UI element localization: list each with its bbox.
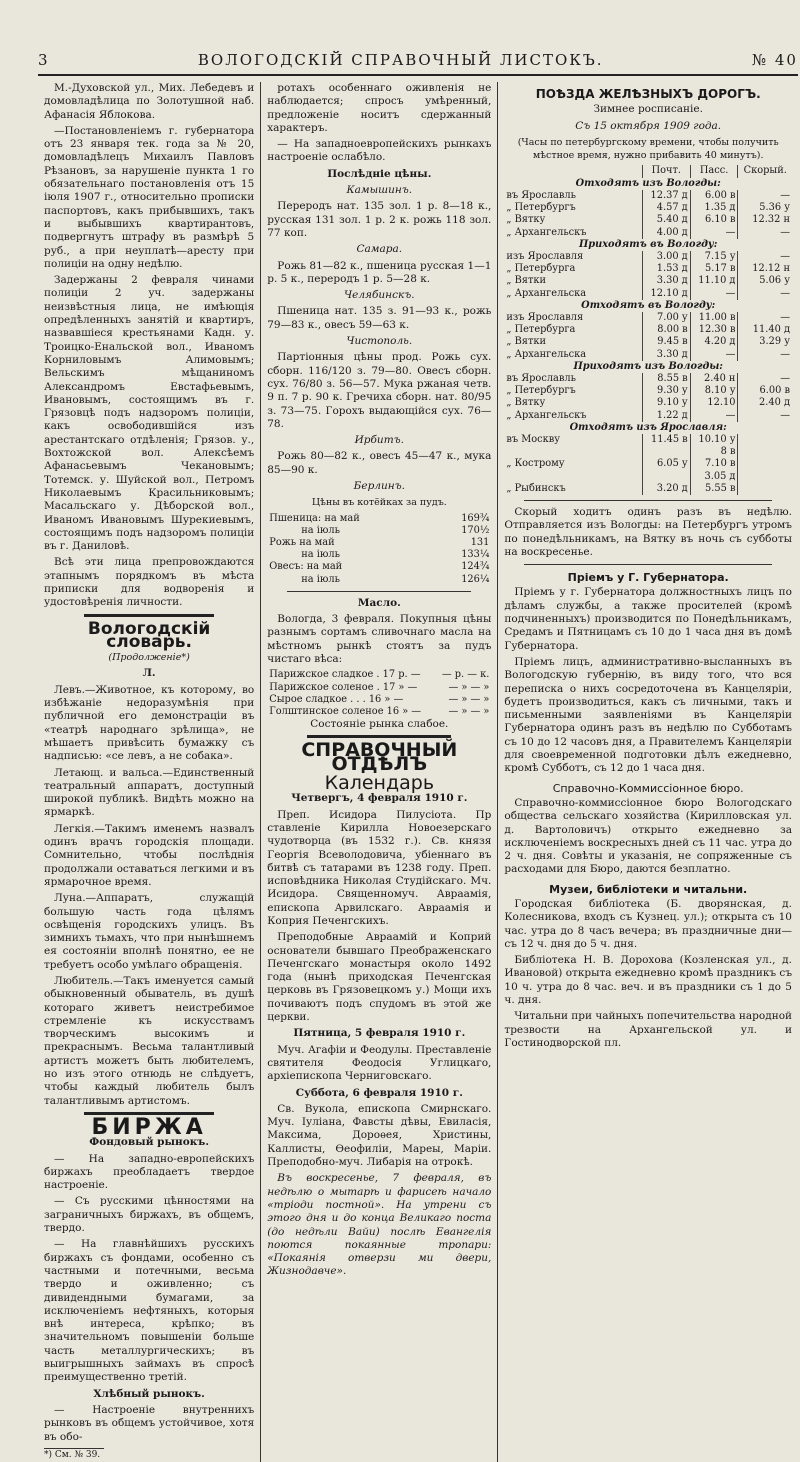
price-text: Переродъ нат. 135 зол. 1 р. 8—18 к., русская 131 зол. 1 р. 2 к. рожь 118 зол. 77 коп. xyxy=(267,200,492,239)
price-text: Рожь 80—82 к., овесъ 45—47 к., мука 85—90 к. xyxy=(267,450,492,476)
table-cell: Рожь на май xyxy=(269,537,335,549)
table-row xyxy=(267,706,491,718)
table-cell: 4.57 д xyxy=(642,202,690,214)
table-cell: — xyxy=(690,227,738,239)
dictionary-entry: Луна.—Аппаратъ, служащій большую часть года цѣлямъ освѣщенія городскихъ улицъ. Въ зимнихъ тьмахъ, что при нынѣшнемъ ея состояніи вполнѣ понятно, ее не требуетъ особо умѣлаго обращенія. xyxy=(44,892,255,971)
table-cell: 9.30 у xyxy=(642,385,690,397)
table-cell: „ Архангельскъ xyxy=(506,226,587,238)
berlin-prices-table xyxy=(267,513,491,586)
table-cell: на іюль xyxy=(301,549,340,561)
table-cell: „ Вятки xyxy=(506,275,547,287)
table-cell: 2.40 н xyxy=(690,373,738,385)
table-cell: „ Архангельска xyxy=(506,287,587,299)
dictionary-entry: Левъ.—Животное, къ которому, во избѣжаніе недоразумѣнія при публичной его демонстраціи въ «театрѣ народнаго зрѣлища», не мѣшаетъ привѣсить бумажку съ надписью: «се левъ, а не собака». xyxy=(44,683,255,763)
table-row xyxy=(267,525,491,537)
city-heading: Челябинскъ. xyxy=(344,289,415,302)
table-cell: 5.06 у xyxy=(738,275,792,287)
table-row xyxy=(267,537,491,549)
table-cell xyxy=(504,471,642,483)
table-row xyxy=(504,202,792,214)
table-cell: — xyxy=(738,190,792,202)
table-header-row xyxy=(504,165,792,177)
table-cell: въ Ярославль xyxy=(506,372,576,384)
table-cell: 2.40 д xyxy=(738,397,792,409)
exchange-text: — Съ русскими цѣнностями на заграничныхъ биржахъ, въ общемъ, твердо. xyxy=(44,1195,255,1235)
timetable-section-heading xyxy=(504,178,792,190)
table-cell: — р. — к. xyxy=(441,669,490,681)
table-cell: изъ Ярославля xyxy=(506,250,584,262)
table-cell: „ Петербургъ xyxy=(506,385,576,397)
dictionary-letter: Л. xyxy=(142,667,156,680)
table-cell: 12.10 xyxy=(690,397,738,409)
table-cell: 7.00 у xyxy=(642,312,690,324)
table-cell: 11.00 в xyxy=(690,312,738,324)
table-cell: „ Вятки xyxy=(506,336,547,348)
article-text: —Постановленіемъ г. губернатора отъ 23 января тек. года за № 20, домовладѣлецъ Михаилъ Павловъ Рѣзановъ, за нарушеніе пункта 1 го обязательнаго постановленія отъ 15 іюля 1907 г., относительно прописки паспортовъ, какъ прибывшихъ, такъ и выбывшихъ квартирантовъ, подвергнутъ штрафу въ размѣрѣ 5 руб., а при неуплатѣ—аресту при полиціи на одну недѣлю. xyxy=(44,124,255,270)
price-text: Партіонныя цѣны прод. Рожь сух. сборн. 116/120 з. 79—80. Овесъ сборн. сух. 76/80 з. 56—57. Мука ржаная четв. 9 п. 7 р. 90 к. Гречиха сборн. нат. 80/95 з. 73—75. Горохъ выдающійся сух. 76—78. xyxy=(267,351,492,430)
divider xyxy=(524,564,772,565)
table-row xyxy=(267,513,491,525)
library-text: Читальни при чайныхъ попечительства народной трезвости на Архангельской ул. и Гостинодворской пл. xyxy=(504,1010,793,1049)
table-cell: — » — » xyxy=(448,681,490,693)
day-heading: Суббота, 6 февраля 1910 г. xyxy=(295,1086,463,1099)
table-cell xyxy=(738,446,792,458)
table-cell: Приходятъ въ Вологду: xyxy=(578,238,718,250)
price-text: Пшеница нат. 135 з. 91—93 к., рожь 79—83 к., овесъ 59—63 к. xyxy=(267,305,492,331)
table-row xyxy=(267,694,491,706)
timetable-section-heading xyxy=(504,300,792,312)
table-cell: 12.30 в xyxy=(690,324,738,336)
table-row xyxy=(267,682,491,694)
table-cell: 6.00 в xyxy=(738,385,792,397)
library-text: Библіотека Н. В. Дорохова (Козленская ул., д. Ивановой) открыта ежедневно кромѣ праздникъ съ 10 ч. утра до 8 час. веч. и въ праздники съ 1 до 5 ч. дня. xyxy=(504,954,792,1007)
table-cell: 11.10 д xyxy=(690,275,738,287)
column-left xyxy=(38,82,261,1462)
table-row xyxy=(504,349,792,361)
newspaper-title: ВОЛОГОДСКІЙ СПРАВОЧНЫЙ ЛИСТОКЪ. xyxy=(197,51,604,69)
column-right xyxy=(498,82,798,1462)
table-cell: Отходятъ въ Вологду: xyxy=(581,299,716,311)
table-cell: 5.36 у xyxy=(738,202,792,214)
table-cell: 3.00 д xyxy=(642,251,690,263)
day-heading: Пятница, 5 февраля 1910 г. xyxy=(293,1027,466,1040)
table-cell: „ Архангельска xyxy=(506,348,587,360)
table-row xyxy=(504,324,792,336)
table-cell: „ Вятку xyxy=(506,214,546,226)
table-row xyxy=(504,458,792,470)
divider xyxy=(287,591,471,592)
table-row xyxy=(504,385,792,397)
calendar-text: Въ воскресенье, 7 февраля, въ недѣлю о мытарѣ и фарисеѣ начало «тріоди постной». На утрени съ этого дня и до конца Великаго поста (до недѣли Вайи) послѣ Евангелія поются покаянные тропари: «Покаянія отверзи ми двери, Жизнодавче». xyxy=(267,1172,492,1278)
reference-section-title: СПРАВОЧНЫЙ ОТДѢЛЪ xyxy=(301,739,458,775)
newspaper-page xyxy=(38,50,798,1460)
reception-text: Пріемъ лицъ, административно-высланныхъ въ Вологодскую губернію, въ виду того, что вся переписка о нихъ сосредоточена въ Канцеляріи, будетъ производиться, какъ съ личными, такъ и письменными заявленіями въ Канцеляріи Губернатора одинъ разъ въ недѣлю по Субботамъ съ 10 до 12 часовъ дня, а Правителемъ Канцеляріи для своевременной подготовки дѣлъ ежедневно, кромѣ Субботъ, съ 12 до 1 часа дня. xyxy=(504,655,792,775)
table-cell: — xyxy=(738,288,792,300)
table-row xyxy=(504,251,792,263)
table-cell: „ Петербургъ xyxy=(506,202,576,214)
table-cell: Пшеница: на май xyxy=(269,512,360,524)
table-cell: „ Кострому xyxy=(506,458,565,470)
table-row xyxy=(504,410,792,422)
table-header-cell: Скорый. xyxy=(738,165,792,177)
table-cell: Сырое сладкое . . . 16 » — xyxy=(269,693,404,705)
table-row xyxy=(267,549,491,561)
table-cell: Отходятъ изъ Вологды: xyxy=(575,177,721,189)
table-cell: на іюль xyxy=(301,524,340,536)
table-cell: „ Петербурга xyxy=(506,324,576,336)
table-cell: 124¾ xyxy=(461,561,490,573)
calendar-text: Муч. Агафіи и Феодулы. Преставленіе святителя Феодосія Углицкаго, архіепископа Черниговскаго. xyxy=(267,1043,492,1083)
table-cell: на іюль xyxy=(301,573,340,585)
table-cell: 11.45 в xyxy=(642,434,690,446)
table-cell: „ Вятку xyxy=(506,397,546,409)
dictionary-title: Вологодскій словарь. xyxy=(87,618,211,652)
trains-date: Съ 15 октября 1909 года. xyxy=(575,119,722,132)
timetable-section-heading xyxy=(504,239,792,251)
calendar-title: Календарь xyxy=(324,772,435,795)
city-heading: Ирбитъ. xyxy=(354,434,404,447)
table-cell: 9.45 в xyxy=(642,336,690,348)
timetable-section-heading xyxy=(504,361,792,373)
table-cell: — xyxy=(738,410,792,422)
article-text: — На западноевропейскихъ рынкахъ настроеніе ослабѣло. xyxy=(267,138,492,164)
trains-note: (Часы по петербургскому времени, чтобы получить мѣстное время, нужно прибавить 40 минутъ). xyxy=(517,136,779,162)
table-row xyxy=(504,214,792,226)
table-row xyxy=(267,561,491,573)
table-cell: 3.05 д xyxy=(690,471,738,483)
museums-title: Музеи, библіотеки и читальни. xyxy=(549,882,748,896)
table-header-cell xyxy=(504,165,642,177)
grain-market-heading: Хлѣбный рынокъ. xyxy=(93,1387,205,1400)
table-cell: 1.22 д xyxy=(642,410,690,422)
table-cell: 11.40 д xyxy=(738,324,792,336)
table-cell xyxy=(642,446,690,458)
train-timetable xyxy=(504,165,792,494)
city-heading: Камышинъ. xyxy=(346,184,413,197)
table-cell: — xyxy=(690,410,738,422)
table-row xyxy=(267,574,491,586)
table-row xyxy=(504,275,792,287)
table-cell: 8.00 в xyxy=(642,324,690,336)
table-row xyxy=(504,288,792,300)
table-cell: 6.00 в xyxy=(690,190,738,202)
table-row xyxy=(504,312,792,324)
timetable-section-heading xyxy=(504,422,792,434)
table-cell: 170½ xyxy=(461,524,490,536)
divider xyxy=(84,614,214,617)
divider xyxy=(307,735,451,738)
table-cell: 7.15 у xyxy=(690,251,738,263)
table-row xyxy=(267,669,491,681)
table-row xyxy=(504,190,792,202)
governor-reception-title: Пріемъ у Г. Губернатора. xyxy=(567,571,729,585)
table-cell: „ Рыбинскъ xyxy=(506,482,566,494)
table-row xyxy=(504,336,792,348)
trains-subtitle: Зимнее росписаніе. xyxy=(593,103,703,116)
library-text: Городская библіотека (Б. дворянская, д. Колесникова, входъ съ Кузнец. ул.); открыта съ 10 час. утра до 8 часъ вечера; въ праздничные дни—съ 12 ч. дня до 5 ч. дня. xyxy=(504,897,792,950)
exchange-title: БИРЖА xyxy=(91,1114,207,1140)
table-cell: Парижское сладкое . 17 р. — xyxy=(269,669,421,681)
table-header-cell: Почт. xyxy=(642,165,690,177)
berlin-subheading: Цѣны въ котёйках за пудъ. xyxy=(311,497,447,509)
article-text: М.-Духовской ул., Мих. Лебедевъ и домовладѣлица по Золотушной наб. Афанасія Яблокова. xyxy=(44,82,255,121)
table-cell: „ Петербурга xyxy=(506,263,576,275)
bureau-title: Справочно-Коммиссіонное бюро. xyxy=(552,781,744,795)
table-row xyxy=(504,471,792,483)
table-row xyxy=(504,434,792,446)
table-cell: — » — » xyxy=(448,693,490,705)
table-cell: 133¼ xyxy=(461,549,490,561)
table-cell: 12.37 д xyxy=(642,190,690,202)
table-cell: 131 xyxy=(470,537,490,549)
dictionary-entry: Легкія.—Такимъ именемъ назвалъ одинъ врачъ городскія площади. Сомнительно, чтобы послѣднія продолжали оставаться легкими и въ ярмарочное время. xyxy=(44,822,255,888)
table-cell: 1.53 д xyxy=(642,263,690,275)
table-cell: 6.05 у xyxy=(642,458,690,470)
table-cell: Овесъ: на май xyxy=(269,561,343,573)
divider xyxy=(524,500,772,501)
butter-prices-table xyxy=(267,669,491,718)
table-cell: 9.10 у xyxy=(642,397,690,409)
calendar-text: Преп. Исидора Пилусіота. Пр ставленіе Кирилла Новоезерскаго чудотворца (въ 1532 г.). Св. князя Георгія Всеволодовича, убіеннаго въ битвѣ съ татарами въ 1238 году. Преп. исповѣдника Николая Студійскаго. Мч. Исидора. Священномуч. Авраамія, епископа Арвилскаго. Авраамія и Коприя Печенгскихъ. xyxy=(267,808,492,927)
table-row xyxy=(504,397,792,409)
table-cell: въ Ярославль xyxy=(506,189,576,201)
table-cell: 6.10 в xyxy=(690,214,738,226)
calendar-text: Преподобные Авраамій и Коприй основатели бывшаго Преображенскаго Печенгскаго монастыря около 1492 года (нынѣ приходская Печенгская церковь въ Грязовецкомъ у.) Мощи ихъ почиваютъ подъ спудомъ въ этой же церкви. xyxy=(267,931,492,1024)
table-row xyxy=(504,263,792,275)
table-cell: — xyxy=(738,227,792,239)
table-cell: 12.32 н xyxy=(738,214,792,226)
exchange-text: — На главнѣйшихъ русскихъ биржахъ съ фондами, особенно съ частными и потечными, весьма твердо и оживленно; съ дивидендными бумагами, за исключеніемъ нефтяныхъ, которыя внѣ интереса, крѣпко; въ значительномъ повышеніи больше часть металлургическихъ; въ выигрышныхъ займахъ въ спросѣ преимущественно третій. xyxy=(44,1238,255,1384)
table-cell: Парижское соленое . 17 » — xyxy=(269,681,418,693)
page-number: 3 xyxy=(38,51,50,69)
table-cell: — xyxy=(690,349,738,361)
table-cell: 126¼ xyxy=(461,573,490,585)
price-text: Рожь 81—82 к., пшеница русская 1—1 р. 5 к., переродъ 1 р. 5—28 к. xyxy=(267,259,492,285)
table-cell: 4.20 д xyxy=(690,336,738,348)
dictionary-continued: (Продолженіе*) xyxy=(108,652,190,664)
table-cell: 5.55 в xyxy=(690,483,738,495)
dictionary-entry: Любитель.—Такъ именуется самый обыкновенный обыватель, въ душѣ котораго живетъ неистребимое стремленіе къ искусствамъ творческимъ высокимъ и прекраснымъ. Весьма талантливый артистъ можетъ быть любителемъ, но изъ этого отнюдь не слѣдуетъ, чтобы каждый любитель былъ талантливымъ артистомъ. xyxy=(44,975,255,1107)
table-cell: — xyxy=(738,373,792,385)
table-row xyxy=(504,373,792,385)
table-cell: Приходятъ изъ Вологды: xyxy=(573,360,723,372)
city-heading: Самара. xyxy=(356,243,403,256)
exchange-text: — Настроеніе внутреннихъ рынковъ въ общемъ устойчивое, хотя въ обо- xyxy=(44,1403,255,1443)
footnote: *) См. № 39. xyxy=(44,1448,104,1462)
bureau-text: Справочно-коммиссіонное бюро Вологодскаго общества сельскаго хозяйства (Кирилловская ул. д. Вартоловичъ) открыто ежедневно за исключеніемъ воскресныхъ дней съ 11 час. утра до 2 ч. дня. Совѣты и указанія, не сопряженные съ расходами для Бюро, даются безплатно. xyxy=(504,796,792,876)
table-cell: въ Москву xyxy=(506,433,561,445)
dictionary-entry: Летающ. и вальса.—Единственный театральный аппаратъ, доступный широкой публикѣ. Видѣть можно на ярмаркѣ. xyxy=(44,766,255,819)
table-row xyxy=(504,227,792,239)
table-cell: 1.35 д xyxy=(690,202,738,214)
boat-text: Скорый ходитъ одинъ разъ въ недѣлю. Отправляется изъ Вологды: на Петербургъ утромъ по понедѣльникамъ, на Вятку въ ночь съ субботы на воскресенье. xyxy=(504,505,792,558)
table-cell: 169¾ xyxy=(461,512,490,524)
table-cell: 3.20 д xyxy=(642,483,690,495)
city-heading: Берлинъ. xyxy=(353,480,405,493)
table-cell: 12.10 д xyxy=(642,288,690,300)
fund-market-heading: Фондовый рынокъ. xyxy=(89,1136,209,1149)
table-cell: 4.00 д xyxy=(642,227,690,239)
table-cell xyxy=(642,471,690,483)
article-text: ротахъ особеннаго оживленія не наблюдается; спросъ умѣренный, предложеніе носитъ сдержанный характеръ. xyxy=(267,82,492,134)
article-text: Задержаны 2 февраля чинами полиціи 2 уч. задержаны неизвѣстныя лица, не имѣющія опредѣленныхъ занятій и квартиръ, назвавшіеся крестьянами Кадн. у. Троицко-Енальской вол., Иваномъ Корниловымъ Алимовымъ; Вельскимъ мѣщаниномъ Александромъ Евстафьевымъ, Ивановымъ, состоящимъ въ г. Грязовцѣ подъ надзоромъ полиціи, какъ освободившійся изъ арестантскаго отдѣленія; Грязов. у., Вохтожской вол. Алексѣемъ Афанасьевымъ Чекановымъ; Тотемск. у. Шуйской вол., Петромъ Николаевымъ Красильниковымъ; Масальскаго у. Дѣборской вол., Иваномъ Ивановымъ Шурекиевымъ, состоящимъ подъ надзоромъ полиціи въ г. Даниловѣ. xyxy=(44,274,255,553)
table-cell: — xyxy=(738,251,792,263)
market-state: Состояніе рынка слабое. xyxy=(310,718,449,731)
reception-text: Пріемъ у г. Губернатора должностныхъ лицъ по дѣламъ службы, а также просителей (кромѣ подчиненныхъ) производится по Понедѣльникамъ, Средамъ и Пятницамъ съ 10 до 1 часа дня въ домѣ Губернатора. xyxy=(504,586,792,652)
table-cell: — xyxy=(690,288,738,300)
article-text: Всѣ эти лица препровождаются этапнымъ порядкомъ въ мѣста приписки для водворенія и удостовѣренія личности. xyxy=(44,556,255,609)
table-cell xyxy=(738,458,792,470)
table-cell: 3.29 у xyxy=(738,336,792,348)
table-cell: изъ Ярославля xyxy=(506,311,584,323)
table-cell: 8 в xyxy=(690,446,738,458)
exchange-text: — На западно-европейскихъ биржахъ преобладаетъ твердое настроеніе. xyxy=(44,1152,255,1192)
table-cell: 5.17 в xyxy=(690,263,738,275)
table-cell: 7.10 в xyxy=(690,458,738,470)
table-cell: Отходятъ изъ Ярославля: xyxy=(569,421,727,433)
prices-heading: Послѣдніе цѣны. xyxy=(327,167,432,180)
table-cell: 8.10 у xyxy=(690,385,738,397)
table-row xyxy=(504,446,792,458)
table-cell: Голштинское соленое 16 » — xyxy=(269,705,422,717)
table-row xyxy=(504,483,792,495)
butter-heading: Масло. xyxy=(357,596,401,609)
trains-title: ПОѢЗДА ЖЕЛѢЗНЫХЪ ДОРОГЪ. xyxy=(535,87,761,101)
table-cell xyxy=(504,446,642,458)
table-cell: 12.12 н xyxy=(738,263,792,275)
issue-number: № 40 xyxy=(751,51,798,69)
table-cell xyxy=(738,471,792,483)
city-heading: Чистополь. xyxy=(346,335,413,348)
butter-text: Вологда, 3 февраля. Покупныя цѣны разнымъ сортамъ сливочнаго масла на мѣстномъ рынкѣ стоятъ за пудъ чистаго вѣса: xyxy=(267,613,492,666)
table-cell: 3.30 д xyxy=(642,275,690,287)
table-cell: — xyxy=(738,312,792,324)
table-cell: 5.40 д xyxy=(642,214,690,226)
table-cell: 3.30 д xyxy=(642,349,690,361)
calendar-text: Св. Вукола, епископа Смирнскаго. Муч. Іуліана, Фавсты дѣвы, Евиласія, Максима, Дороѳея, Христины, Каллисты, Ѳеофиліи, Мареы, Маріи. Преподобно-муч. Либарія на отрокѣ. xyxy=(267,1102,492,1169)
table-cell: — xyxy=(738,349,792,361)
page-header xyxy=(38,50,798,76)
table-cell xyxy=(738,434,792,446)
table-cell xyxy=(738,483,792,495)
column-middle xyxy=(261,82,498,1462)
table-cell: 8.55 в xyxy=(642,373,690,385)
table-cell: „ Архангельскъ xyxy=(506,409,587,421)
table-header-cell: Пасс. xyxy=(690,165,738,177)
day-heading: Четвергъ, 4 февраля 1910 г. xyxy=(291,792,468,805)
table-cell: 10.10 у xyxy=(690,434,738,446)
table-cell: — » — » xyxy=(448,705,490,717)
